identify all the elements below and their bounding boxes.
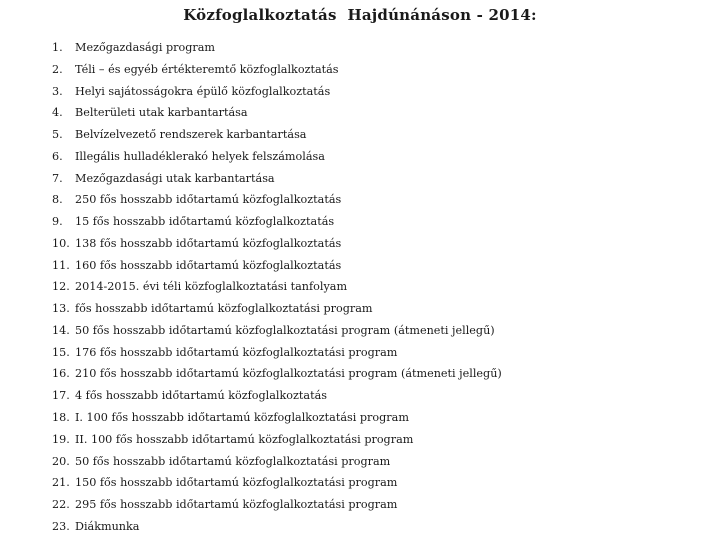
list-item-text: Mezőgazdasági program (75, 41, 216, 54)
list-item (52, 102, 712, 124)
list-item-number: 5. (52, 128, 63, 142)
list-item-text: Téli – és egyéb értékteremtő közfoglalkoztatás (75, 62, 339, 76)
list-item-number: 15. (52, 345, 70, 359)
list-item-number: 17. (52, 389, 70, 403)
list-item (52, 298, 712, 320)
list-item-text: Belvízelvezető rendszerek karbantartása (75, 128, 307, 142)
list-item (52, 233, 712, 255)
list-item (52, 81, 712, 103)
slide-title: Közfoglalkoztatás Hajdúnánáson - 2014: (183, 6, 537, 24)
list-item-number: 4. (52, 106, 63, 120)
program-list (52, 37, 712, 538)
list-item-text: fős hosszabb időtartamú közfoglalkoztatási program (75, 302, 373, 316)
list-item (52, 124, 712, 146)
list-item-number: 23. (52, 519, 70, 533)
list-item-text: Belterületi utak karbantartása (75, 106, 248, 120)
list-item-number: 9. (52, 215, 63, 229)
list-item-number: 1. (52, 41, 63, 54)
list-item-text: I. 100 fős hosszabb időtartamú közfoglalkoztatási program (75, 411, 409, 425)
list-item (52, 168, 712, 190)
list-item-text: Helyi sajátosságokra épülő közfoglalkoztatás (75, 84, 331, 98)
list-item (52, 342, 712, 364)
list-item-number: 7. (52, 171, 63, 185)
list-item-text: 50 fős hosszabb időtartamú közfoglalkoztatási program (75, 454, 391, 468)
list-item-number: 12. (52, 280, 70, 294)
list-item (52, 146, 712, 168)
list-item (52, 320, 712, 342)
list-item-text: 295 fős hosszabb időtartamú közfoglalkoztatási program (75, 498, 398, 512)
list-item-text: 176 fős hosszabb időtartamú közfoglalkoztatási program (75, 345, 398, 359)
list-item (52, 472, 712, 494)
list-item-number: 18. (52, 411, 70, 425)
list-item-text: Illegális hulladéklerakó helyek felszámolása (75, 149, 325, 163)
list-item-number: 11. (52, 258, 70, 272)
list-item-text: 50 fős hosszabb időtartamú közfoglalkoztatási program (átmeneti jellegű) (75, 323, 495, 337)
list-item-text: 138 fős hosszabb időtartamú közfoglalkoztatás (75, 236, 342, 250)
list-item-text: Mezőgazdasági utak karbantartása (75, 171, 275, 185)
list-item-number: 19. (52, 432, 70, 446)
list-item-text: 250 fős hosszabb időtartamú közfoglalkoztatás (75, 193, 342, 207)
list-item (52, 363, 712, 385)
list-item-number: 21. (52, 476, 70, 490)
list-item (52, 59, 712, 81)
list-item (52, 429, 712, 451)
list-item (52, 189, 712, 211)
list-item-text: 15 fős hosszabb időtartamú közfoglalkoztatás (75, 215, 335, 229)
list-item (52, 211, 712, 233)
list-item-number: 3. (52, 84, 63, 98)
list-item-number: 13. (52, 302, 70, 316)
list-item-number: 10. (52, 236, 70, 250)
list-item-text: 4 fős hosszabb időtartamú közfoglalkoztatás (75, 389, 327, 403)
list-item-number: 16. (52, 367, 70, 381)
list-item-number: 14. (52, 323, 70, 337)
list-item-text: 160 fős hosszabb időtartamú közfoglalkoztatás (75, 258, 342, 272)
list-item-text: 210 fős hosszabb időtartamú közfoglalkoztatási program (átmeneti jellegű) (75, 367, 502, 381)
list-item (52, 494, 712, 516)
list-item (52, 407, 712, 429)
list-item (52, 385, 712, 407)
list-item-text: II. 100 fős hosszabb időtartamú közfoglalkoztatási program (75, 432, 414, 446)
list-item (52, 255, 712, 277)
list-item-number: 6. (52, 149, 63, 163)
list-item-number: 8. (52, 193, 63, 207)
list-item-number: 20. (52, 454, 70, 468)
list-item-number: 2. (52, 62, 63, 76)
list-item-text: 2014-2015. évi téli közfoglalkoztatási tanfolyam (75, 280, 348, 294)
list-item (52, 37, 712, 59)
list-item (52, 451, 712, 473)
list-item (52, 516, 712, 538)
list-item-text: 150 fős hosszabb időtartamú közfoglalkoztatási program (75, 476, 398, 490)
list-item-number: 22. (52, 498, 70, 512)
list-item-text: Diákmunka (75, 519, 140, 533)
list-item (52, 276, 712, 298)
